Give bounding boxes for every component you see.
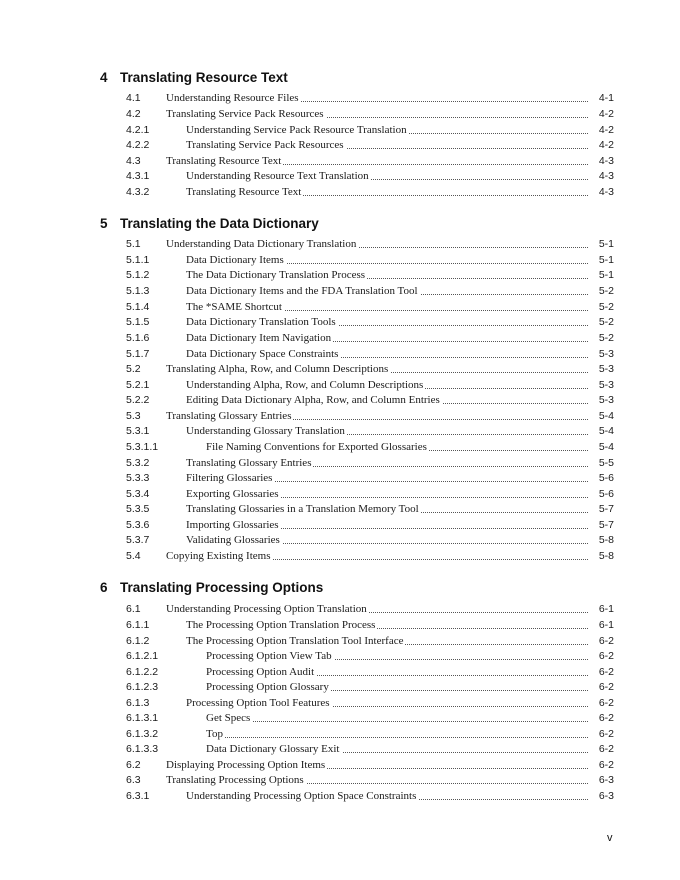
toc-entry-number: 6.1.2.2 xyxy=(126,666,159,678)
toc-entry-page: 4-2 xyxy=(598,124,614,136)
toc-entry-number: 6.1.2 xyxy=(126,635,150,647)
toc-entry-number: 6.1.2.1 xyxy=(126,650,159,662)
toc-entry-title: Processing Option Glossary xyxy=(206,681,329,693)
toc-entry-number: 5.1.7 xyxy=(126,348,150,360)
toc-entry-page: 5-3 xyxy=(598,394,614,406)
toc-entry-page: 4-2 xyxy=(598,139,614,151)
toc-entry-page: 6-3 xyxy=(598,790,614,802)
toc-entry-number: 5.1.4 xyxy=(126,301,150,313)
toc-entry-page: 6-3 xyxy=(598,774,614,786)
toc-entry-number: 6.1.2.3 xyxy=(126,681,159,693)
toc-entry-number: 5.3.7 xyxy=(126,534,150,546)
toc-entry[interactable] xyxy=(126,456,614,471)
toc-entry[interactable] xyxy=(126,378,614,393)
toc-entry-number: 5.1.1 xyxy=(126,254,150,266)
toc-entry[interactable] xyxy=(126,347,614,362)
toc-entry-title: Importing Glossaries xyxy=(186,519,279,531)
toc-entry[interactable] xyxy=(126,91,614,106)
toc-entry-page: 5-6 xyxy=(598,488,614,500)
toc-entry-title: Understanding Alpha, Row, and Column Descriptions xyxy=(186,379,424,391)
toc-entry-title: Understanding Data Dictionary Translation xyxy=(166,238,357,250)
toc-entry-title: The Processing Option Translation Process xyxy=(186,619,376,631)
toc-entry-title: Translating Glossaries in a Translation Memory Tool xyxy=(186,503,419,515)
toc-entry-page: 6-2 xyxy=(598,712,614,724)
toc-entry-page: 5-2 xyxy=(598,316,614,328)
toc-entry[interactable] xyxy=(126,518,614,533)
toc-entry-title: Top xyxy=(206,728,223,740)
toc-entry[interactable] xyxy=(126,393,614,408)
toc-entry-number: 5.2.1 xyxy=(126,379,150,391)
toc-entry-page: 5-4 xyxy=(598,441,614,453)
chapter-title: Translating Resource Text xyxy=(120,70,288,85)
toc-entry[interactable] xyxy=(126,758,614,773)
chapter-heading[interactable] xyxy=(100,216,319,231)
toc-entry-page: 5-1 xyxy=(598,254,614,266)
toc-entry-number: 4.3.1 xyxy=(126,170,150,182)
toc-entry-title: Translating Glossary Entries xyxy=(186,457,312,469)
toc-entry-number: 6.1.3.2 xyxy=(126,728,159,740)
toc-entry-title: Translating Service Pack Resources xyxy=(186,139,344,151)
chapter-title: Translating Processing Options xyxy=(120,580,324,595)
toc-entry-number: 6.1.1 xyxy=(126,619,150,631)
toc-entry-page: 4-3 xyxy=(598,170,614,182)
toc-entry-title: Translating Alpha, Row, and Column Descriptions xyxy=(166,363,389,375)
toc-entry[interactable] xyxy=(126,107,614,122)
chapter-heading[interactable] xyxy=(100,580,323,595)
toc-entry-page: 6-2 xyxy=(598,681,614,693)
toc-entry-page: 4-3 xyxy=(598,155,614,167)
toc-entry[interactable] xyxy=(126,789,614,804)
toc-entry-title: Translating Resource Text xyxy=(166,155,282,167)
toc-entry[interactable] xyxy=(126,154,614,169)
page-number: v xyxy=(607,832,613,844)
toc-entry-title: File Naming Conventions for Exported Glossaries xyxy=(206,441,427,453)
toc-entry[interactable] xyxy=(126,237,614,252)
toc-entry[interactable] xyxy=(126,742,614,757)
toc-entry-number: 5.3.3 xyxy=(126,472,150,484)
toc-entry-title: Understanding Resource Files xyxy=(166,92,299,104)
toc-entry-title: Data Dictionary Item Navigation xyxy=(186,332,332,344)
toc-entry-number: 5.2 xyxy=(126,363,141,375)
toc-entry-title: Editing Data Dictionary Alpha, Row, and Column Entries xyxy=(186,394,440,406)
toc-entry-page: 5-5 xyxy=(598,457,614,469)
toc-entry[interactable] xyxy=(126,185,614,200)
toc-entry-number: 4.3 xyxy=(126,155,141,167)
toc-entry-title: Data Dictionary Glossary Exit xyxy=(206,743,340,755)
toc-entry[interactable] xyxy=(126,409,614,424)
toc-entry-number: 4.2 xyxy=(126,108,141,120)
toc-entry[interactable] xyxy=(126,169,614,184)
toc-entry[interactable] xyxy=(126,649,614,664)
toc-entry[interactable] xyxy=(126,773,614,788)
toc-entry-title: Copying Existing Items xyxy=(166,550,271,562)
toc-entry-title: Translating Processing Options xyxy=(166,774,304,786)
toc-entry[interactable] xyxy=(126,634,614,649)
dot-leader xyxy=(206,721,588,722)
toc-entry-number: 5.3.1.1 xyxy=(126,441,159,453)
toc-entry[interactable] xyxy=(126,602,614,617)
toc-entry-title: The *SAME Shortcut xyxy=(186,301,282,313)
toc-entry-page: 4-3 xyxy=(598,186,614,198)
toc-entry-page: 5-6 xyxy=(598,472,614,484)
toc-entry-title: Translating Service Pack Resources xyxy=(166,108,324,120)
toc-entry-title: The Data Dictionary Translation Process xyxy=(186,269,366,281)
toc-entry-page: 5-8 xyxy=(598,550,614,562)
toc-entry[interactable] xyxy=(126,680,614,695)
toc-entry-title: Filtering Glossaries xyxy=(186,472,273,484)
toc-entry[interactable] xyxy=(126,696,614,711)
toc-entry[interactable] xyxy=(126,533,614,548)
toc-entry-page: 5-2 xyxy=(598,285,614,297)
toc-entry-title: Processing Option Audit xyxy=(206,666,315,678)
toc-entry-page: 4-2 xyxy=(598,108,614,120)
toc-entry-number: 4.2.2 xyxy=(126,139,150,151)
toc-entry-title: Understanding Processing Option Space Constraints xyxy=(186,790,417,802)
toc-entry-page: 6-2 xyxy=(598,635,614,647)
toc-entry-page: 6-2 xyxy=(598,650,614,662)
toc-entry-page: 5-4 xyxy=(598,425,614,437)
toc-entry-number: 4.2.1 xyxy=(126,124,150,136)
toc-entry[interactable] xyxy=(126,331,614,346)
toc-entry-title: Processing Option Tool Features xyxy=(186,697,330,709)
toc-entry-number: 6.1 xyxy=(126,603,141,615)
toc-entry[interactable] xyxy=(126,300,614,315)
dot-leader xyxy=(206,737,588,738)
toc-entry-page: 6-2 xyxy=(598,666,614,678)
toc-entry-number: 5.3.6 xyxy=(126,519,150,531)
toc-entry-title: Understanding Processing Option Translation xyxy=(166,603,367,615)
toc-entry-number: 5.2.2 xyxy=(126,394,150,406)
chapter-number: 6 xyxy=(100,580,108,595)
toc-entry-number: 4.3.2 xyxy=(126,186,150,198)
toc-entry[interactable] xyxy=(126,549,614,564)
toc-entry-title: Get Specs xyxy=(206,712,251,724)
toc-entry-title: Processing Option View Tab xyxy=(206,650,332,662)
toc-entry-number: 6.2 xyxy=(126,759,141,771)
toc-entry-title: Data Dictionary Items and the FDA Translation Tool xyxy=(186,285,418,297)
toc-entry-title: Data Dictionary Items xyxy=(186,254,284,266)
toc-entry-page: 5-7 xyxy=(598,519,614,531)
toc-entry-title: Displaying Processing Option Items xyxy=(166,759,326,771)
toc-entry-title: Data Dictionary Translation Tools xyxy=(186,316,336,328)
chapter-number: 5 xyxy=(100,216,108,231)
toc-entry-number: 6.1.3 xyxy=(126,697,150,709)
toc-entry-page: 5-3 xyxy=(598,363,614,375)
toc-entry-page: 5-3 xyxy=(598,379,614,391)
toc-entry-page: 5-1 xyxy=(598,238,614,250)
toc-entry[interactable] xyxy=(126,315,614,330)
toc-entry-page: 5-3 xyxy=(598,348,614,360)
toc-entry-page: 6-1 xyxy=(598,603,614,615)
chapter-number: 4 xyxy=(100,70,108,85)
toc-entry-page: 5-2 xyxy=(598,301,614,313)
toc-entry-number: 5.1.6 xyxy=(126,332,150,344)
toc-entry-number: 5.1.5 xyxy=(126,316,150,328)
toc-entry-title: Data Dictionary Space Constraints xyxy=(186,348,339,360)
toc-entry-number: 5.4 xyxy=(126,550,141,562)
toc-entry-number: 5.3 xyxy=(126,410,141,422)
toc-entry-page: 5-7 xyxy=(598,503,614,515)
toc-entry[interactable] xyxy=(126,487,614,502)
toc-entry-number: 6.1.3.1 xyxy=(126,712,159,724)
toc-entry-page: 6-2 xyxy=(598,743,614,755)
toc-entry-title: Validating Glossaries xyxy=(186,534,280,546)
toc-entry-number: 5.3.2 xyxy=(126,457,150,469)
toc-entry-number: 6.3 xyxy=(126,774,141,786)
toc-entry-page: 6-1 xyxy=(598,619,614,631)
toc-entry-title: Translating Resource Text xyxy=(186,186,302,198)
toc-entry-page: 5-2 xyxy=(598,332,614,344)
chapter-heading[interactable] xyxy=(100,70,288,85)
toc-entry-number: 5.3.5 xyxy=(126,503,150,515)
toc-entry-number: 5.1.2 xyxy=(126,269,150,281)
toc-entry[interactable] xyxy=(126,471,614,486)
toc-entry[interactable] xyxy=(126,711,614,726)
toc-entry[interactable] xyxy=(126,665,614,680)
toc-entry-page: 6-2 xyxy=(598,728,614,740)
toc-entry-title: Translating Glossary Entries xyxy=(166,410,292,422)
toc-entry-number: 5.3.1 xyxy=(126,425,150,437)
toc-entry-page: 5-1 xyxy=(598,269,614,281)
toc-entry[interactable] xyxy=(126,618,614,633)
toc-entry-number: 5.3.4 xyxy=(126,488,150,500)
toc-entry-page: 4-1 xyxy=(598,92,614,104)
toc-entry[interactable] xyxy=(126,123,614,138)
chapter-title: Translating the Data Dictionary xyxy=(120,216,319,231)
toc-entry-title: Exporting Glossaries xyxy=(186,488,279,500)
toc-entry[interactable] xyxy=(126,284,614,299)
toc-entry[interactable] xyxy=(126,727,614,742)
toc-entry-number: 5.1.3 xyxy=(126,285,150,297)
toc-entry[interactable] xyxy=(126,440,614,455)
toc-entry-title: Understanding Resource Text Translation xyxy=(186,170,369,182)
toc-entry-number: 6.1.3.3 xyxy=(126,743,159,755)
toc-entry[interactable] xyxy=(126,138,614,153)
toc-entry[interactable] xyxy=(126,362,614,377)
toc-entry-page: 5-4 xyxy=(598,410,614,422)
toc-entry-title: Understanding Glossary Translation xyxy=(186,425,345,437)
toc-entry[interactable] xyxy=(126,268,614,283)
toc-entry[interactable] xyxy=(126,253,614,268)
toc-entry-title: The Processing Option Translation Tool Interface xyxy=(186,635,404,647)
toc-entry-number: 6.3.1 xyxy=(126,790,150,802)
toc-entry[interactable] xyxy=(126,502,614,517)
toc-entry-title: Understanding Service Pack Resource Translation xyxy=(186,124,407,136)
toc-entry-number: 5.1 xyxy=(126,238,141,250)
toc-entry-page: 6-2 xyxy=(598,697,614,709)
toc-entry-page: 5-8 xyxy=(598,534,614,546)
toc-entry-page: 6-2 xyxy=(598,759,614,771)
toc-entry[interactable] xyxy=(126,424,614,439)
toc-entry-number: 4.1 xyxy=(126,92,141,104)
